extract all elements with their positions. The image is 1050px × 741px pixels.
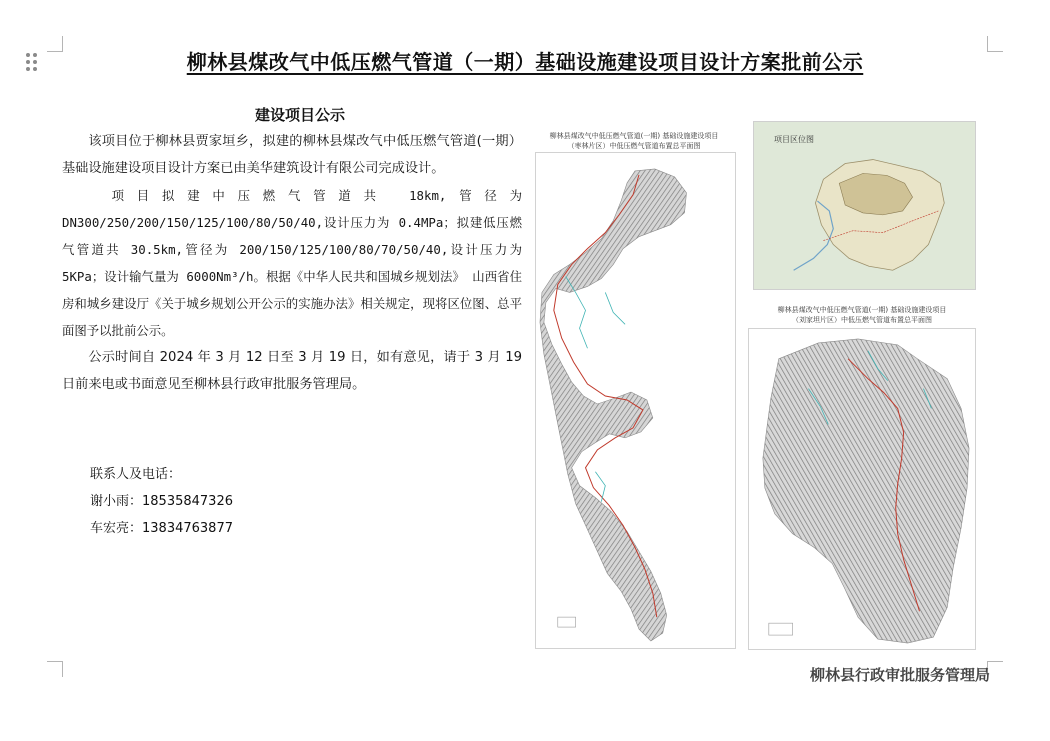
- map2-liujiayuan-plan: [748, 328, 976, 650]
- contact-heading: 联系人及电话：: [90, 467, 182, 482]
- paragraph-specs: 项目拟建中压燃气管道共 18km,管径为 DN300/250/200/150/125/100/80/50/40,设计压力为 0.4MPa；拟建低压燃气管道共 30.5km,管径为 200/150/125/100/80/70/50/40,设计压力为 5KPa；设计输气量为 6000Nm³/h。根据《中华人民共和国城乡规划法》 山西省住房和城乡建设厅《关于城乡规划公开公示的实施办法》相关规定，现将区位图、总平面图予以批前公示。: [62, 188, 522, 338]
- margin-mark-top-left: [47, 36, 63, 52]
- map2-drawing: [749, 329, 975, 649]
- notice-body: [62, 128, 522, 398]
- margin-mark-bottom-left: [47, 661, 63, 677]
- margin-mark-top-right: [987, 36, 1003, 52]
- location-map-drawing: [754, 122, 975, 289]
- map1-drawing: [536, 153, 735, 648]
- terrain-area: [763, 339, 969, 643]
- contact-block: [90, 461, 233, 542]
- drag-handle-icon[interactable]: [26, 53, 38, 71]
- location-map-label: 项目区位图: [774, 135, 814, 144]
- map1-caption: 柳林县煤改气中低压燃气管道(一期) 基础设施建设项目 （枣林片区）中低压燃气管道布置总平面图: [549, 132, 719, 150]
- location-map: [753, 121, 976, 290]
- contact-person-1: 谢小雨：18535847326: [90, 494, 233, 509]
- map2-caption: 柳林县煤改气中低压燃气管道(一期) 基础设施建设项目 （刘家坦片区）中低压燃气管道布置总平面图: [777, 306, 947, 324]
- map2-legend: [769, 623, 793, 635]
- terrain-area: [540, 169, 687, 641]
- section-subtitle: 建设项目公示: [254, 106, 345, 124]
- paragraph-period: 公示时间自 2024 年 3 月 12 日至 3 月 19 日，如有意见，请于 3 月 19 日前来电或书面意见至柳林县行政审批服务管理局。: [62, 350, 522, 392]
- document-title: 柳林县煤改气中低压燃气管道（一期）基础设施建设项目设计方案批前公示: [186, 50, 864, 74]
- contact-person-2: 车宏亮：13834763877: [90, 521, 233, 536]
- paragraph-location: 该项目位于柳林县贾家垣乡，拟建的柳林县煤改气中低压燃气管道(一期）基础设施建设项目设计方案已由美华建筑设计有限公司完成设计。: [62, 134, 522, 176]
- issuer-footer: 柳林县行政审批服务管理局: [809, 666, 990, 684]
- map1-zaolin-plan: [535, 152, 736, 649]
- map1-legend: [558, 617, 576, 627]
